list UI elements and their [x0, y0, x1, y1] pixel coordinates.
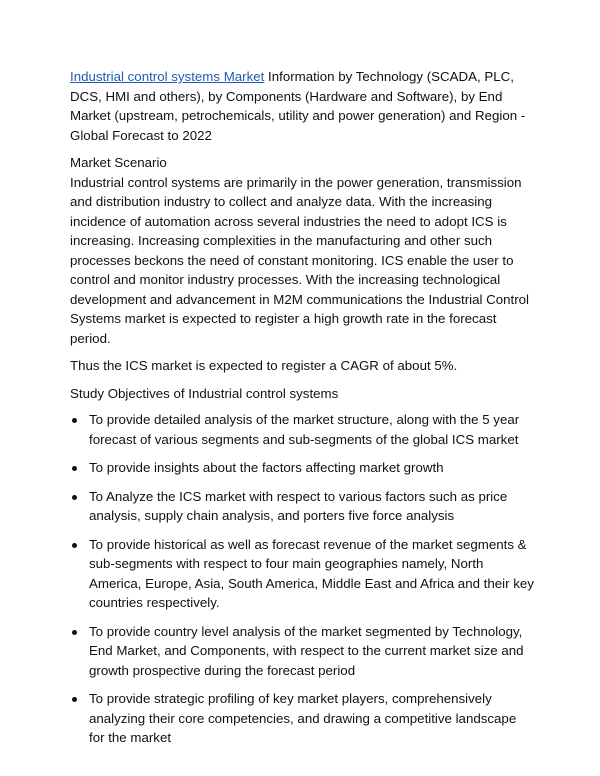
list-item-text: To provide strategic profiling of key market players, comprehensively analyzing their core competencies, and drawing a competitive landscape for the market	[89, 691, 517, 745]
bullet-icon	[72, 418, 77, 423]
bullet-icon	[72, 697, 77, 702]
list-item	[70, 458, 535, 478]
study-objectives-list	[70, 410, 535, 748]
report-title	[70, 67, 535, 145]
list-item	[70, 535, 535, 613]
list-item	[70, 487, 535, 526]
list-item	[70, 410, 535, 449]
report-title-rest: Information by Technology (SCADA, PLC, DCS, HMI and others), by Components (Hardware and Software), by End Market (upstream, petrochemicals, utility and power generation) and Region - Global Forecast to 2022	[70, 69, 526, 143]
market-scenario-heading: Market Scenario	[70, 155, 167, 170]
document-content	[70, 67, 535, 757]
list-item	[70, 622, 535, 681]
list-item	[70, 689, 535, 748]
study-objectives-heading: Study Objectives of Industrial control systems	[70, 385, 339, 401]
bullet-icon	[72, 466, 77, 471]
list-item-text: To provide historical as well as forecast revenue of the market segments & sub-segments with respect to four main geographies namely, North America, Europe, Asia, South America, Middle East and Africa and their key countries respectively.	[89, 536, 534, 610]
bullet-icon	[72, 543, 77, 548]
list-item-text: To provide insights about the factors affecting market growth	[89, 460, 444, 475]
bullet-icon	[72, 495, 77, 500]
report-title-link[interactable]: Industrial control systems Market	[70, 69, 265, 84]
list-item-text: To provide country level analysis of the market segmented by Technology, End Market, and Components, with respect to the current market size and growth prospective during the forecast period	[89, 623, 524, 678]
list-item-text: To Analyze the ICS market with respect to various factors such as price analysis, supply chain analysis, and porters five force analysis	[89, 488, 508, 523]
cagr-statement: Thus the ICS market is expected to register a CAGR of about 5%.	[70, 358, 458, 373]
market-scenario-body: Industrial control systems are primarily in the power generation, transmission and distribution industry to collect and analyze data. With the increasing incidence of automation across several industries the need to adopt ICS is increasing. Increasing complexities in the manufacturing and other such processes beckons the need of constant monitoring. ICS enable the user to control and monitor industry processes. With the increasing technological development and advancement in M2M communications the Industrial Control Systems market is expected to register a high growth rate in the forecast period.	[70, 174, 529, 346]
list-item-text: To provide detailed analysis of the market structure, along with the 5 year forecast of various segments and sub-segments of the global ICS market	[89, 412, 520, 447]
bullet-icon	[72, 630, 77, 635]
